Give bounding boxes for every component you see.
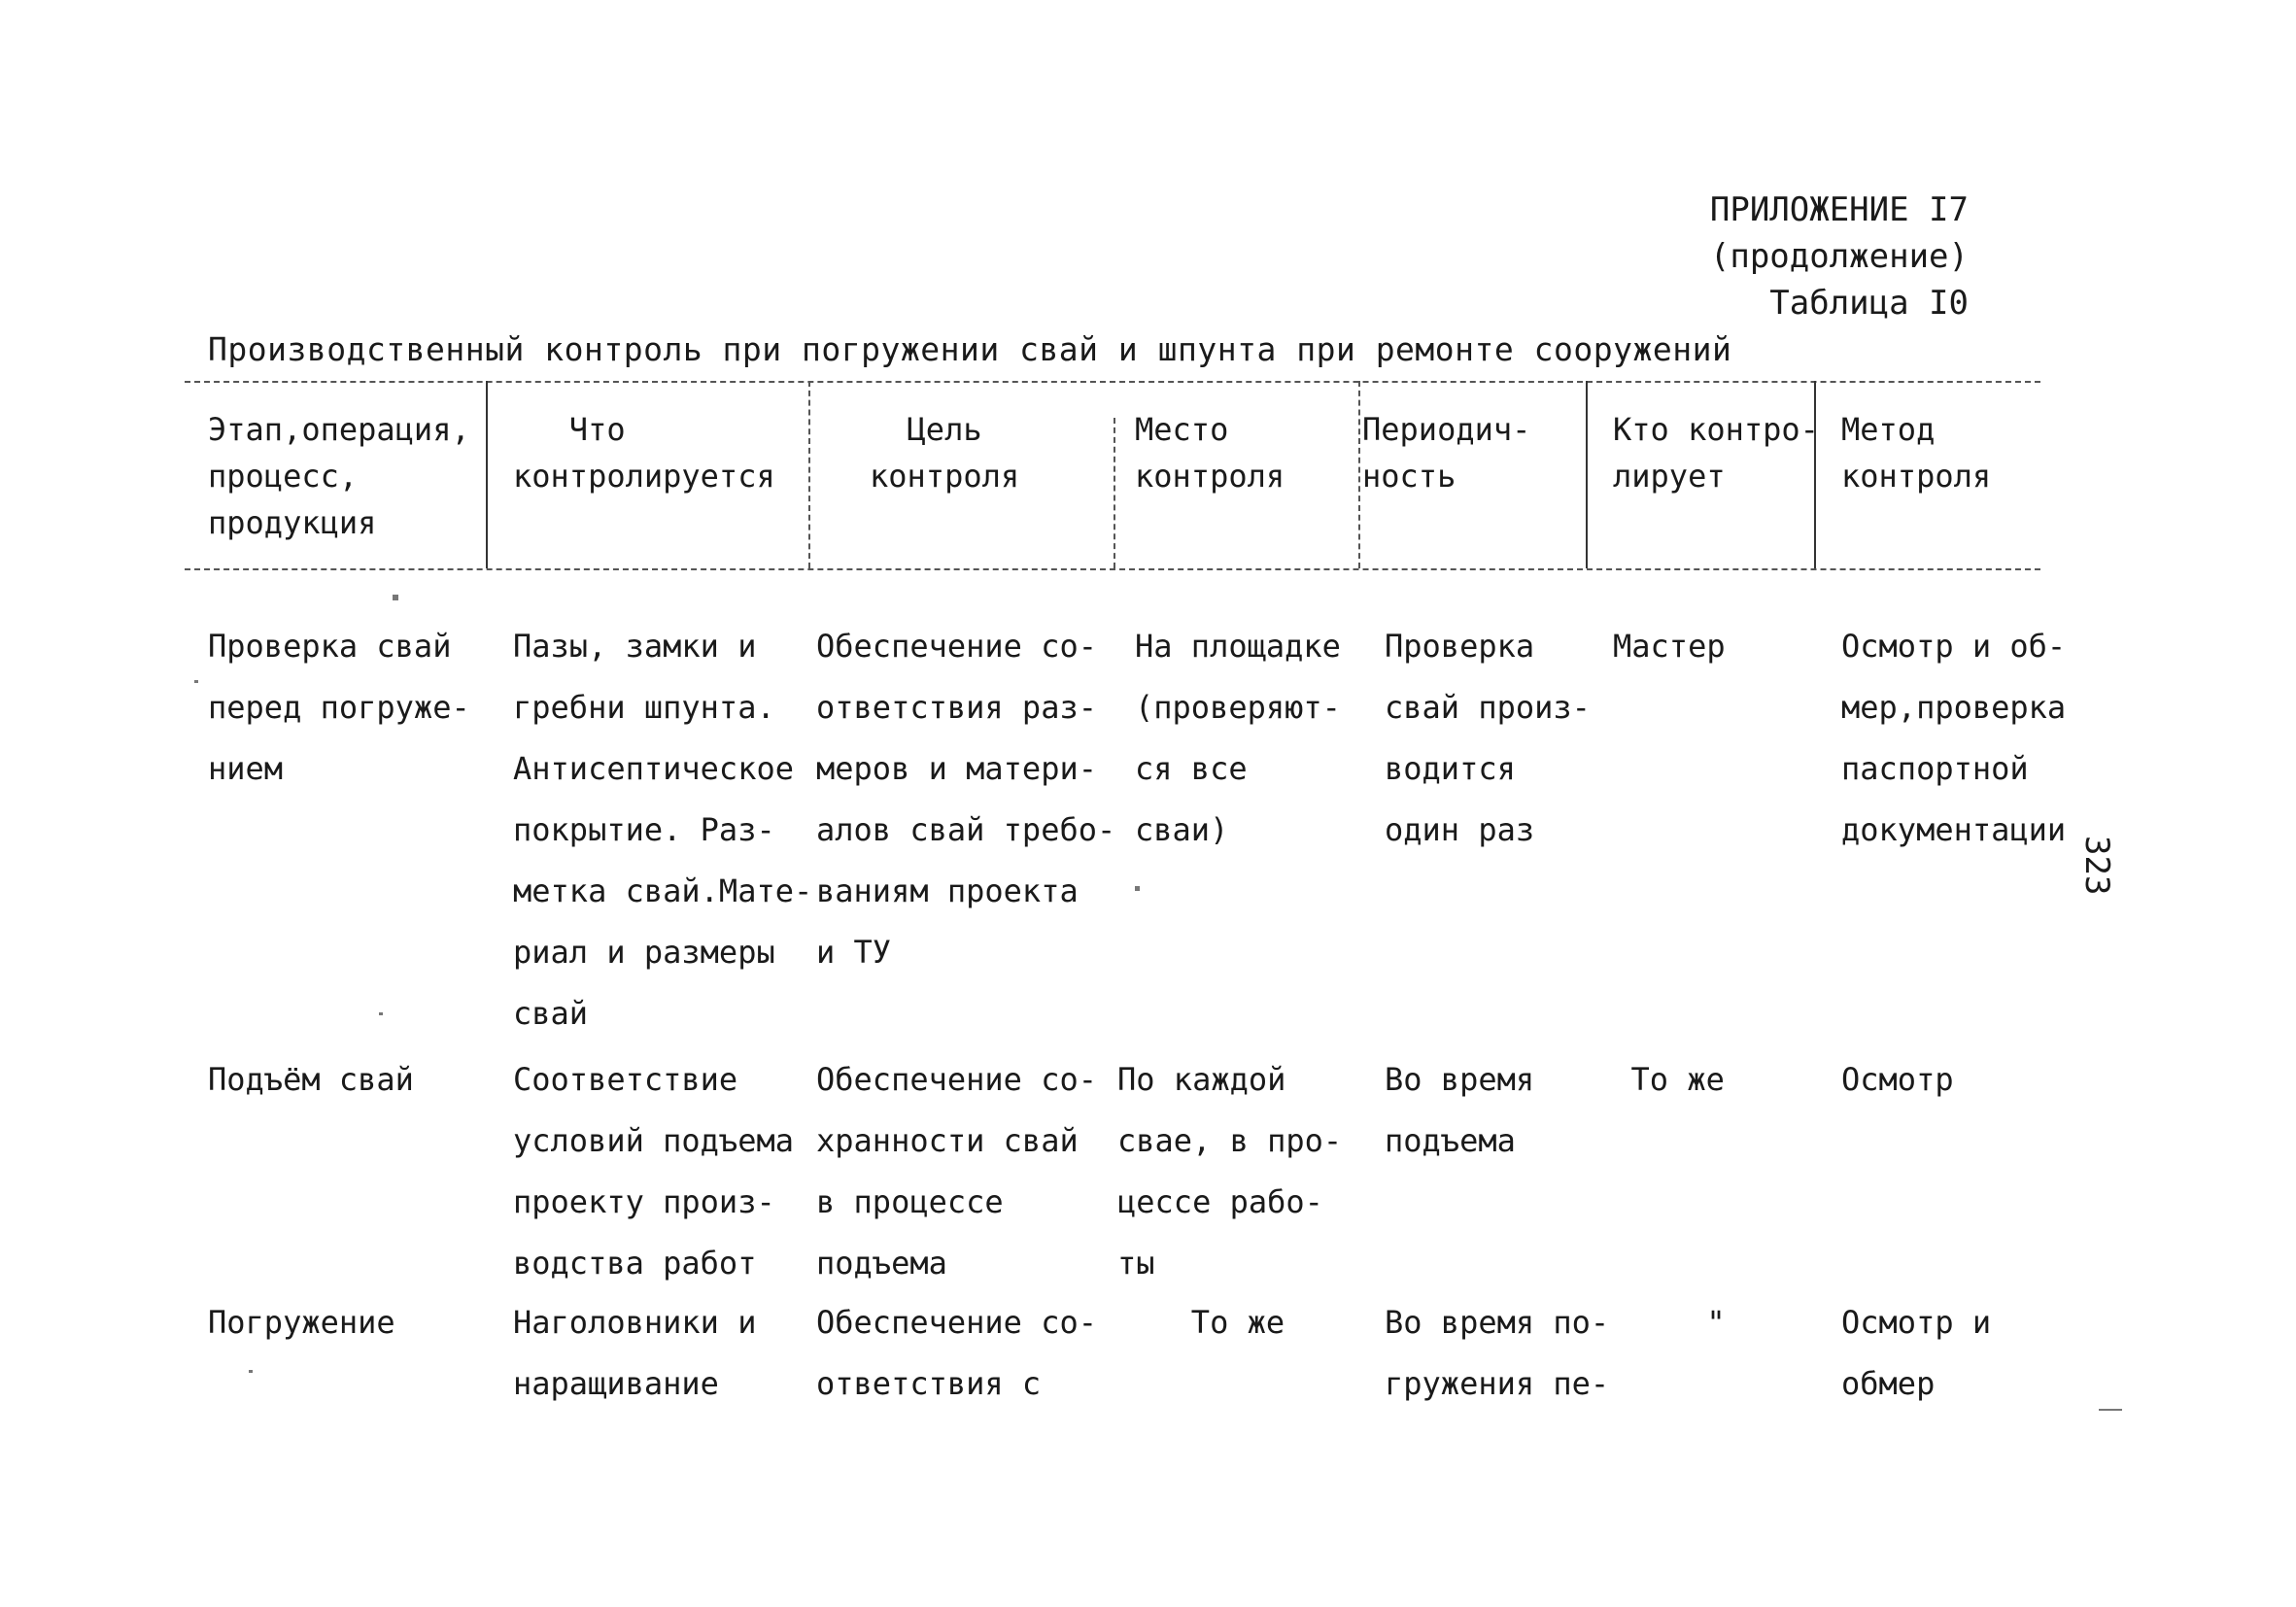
column-divider xyxy=(1358,381,1360,568)
scan-speck xyxy=(393,595,398,600)
cell-periodicity: Проверка свай произ- водится один раз xyxy=(1385,628,1591,848)
table-top-rule xyxy=(185,381,2040,383)
cell-who: " xyxy=(1613,1304,1726,1341)
scan-speck xyxy=(379,1012,383,1015)
column-divider xyxy=(486,381,488,568)
scan-speck xyxy=(1135,886,1140,891)
cell-who: То же xyxy=(1593,1061,1725,1098)
column-header-who: Кто контро- лирует xyxy=(1613,411,1819,495)
cell-method: Осмотр xyxy=(1841,1061,1954,1098)
column-divider xyxy=(1114,418,1115,568)
table-header-rule xyxy=(185,568,2040,570)
scan-speck xyxy=(194,680,198,683)
cell-purpose: Обеспечение со- ответствия с xyxy=(816,1304,1097,1402)
cell-stage: Погружение xyxy=(208,1304,395,1341)
column-divider xyxy=(808,381,810,568)
appendix-label: ПРИЛОЖЕНИЕ I7 xyxy=(1709,190,1969,229)
cell-periodicity: Во время подъема xyxy=(1385,1061,1535,1159)
table-number: Таблица I0 xyxy=(1769,284,1969,323)
cell-purpose: Обеспечение со- ответствия раз- меров и матери- алов свай требо- ваниям проекта и ТУ xyxy=(816,628,1116,971)
cell-who: Мастер xyxy=(1613,628,1726,665)
column-header-purpose: Цель контроля xyxy=(870,411,1020,495)
continued-label: (продолжение) xyxy=(1709,237,1969,276)
table-caption: Производственный контроль при погружении свай и шпунта при ремонте сооружений xyxy=(208,330,1732,368)
column-header-method: Метод контроля xyxy=(1841,411,1992,495)
column-header-stage: Этап,операция, процесс, продукция xyxy=(208,411,470,541)
scan-speck xyxy=(249,1370,253,1373)
column-divider xyxy=(1586,381,1588,568)
cell-what: Наголовники и наращивание xyxy=(513,1304,757,1402)
cell-method: Осмотр и обмер xyxy=(1841,1304,1992,1402)
cell-stage: Проверка свай перед погруже- нием xyxy=(208,628,470,787)
column-header-periodicity: Периодич- ность xyxy=(1362,411,1531,495)
column-header-what: Что контролируется xyxy=(513,411,775,495)
cell-stage: Подъём свай xyxy=(208,1061,414,1098)
cell-place: То же xyxy=(1135,1304,1285,1341)
cell-periodicity: Во время по- гружения пе- xyxy=(1385,1304,1610,1402)
cell-place: По каждой свае, в про- цессе рабо- ты xyxy=(1117,1061,1343,1282)
cell-what: Пазы, замки и гребни шпунта. Антисептическое покрытие. Раз- метка свай.Мате- риал и размеры свай xyxy=(513,628,813,1032)
cell-method: Осмотр и об- мер,проверка паспортной документации xyxy=(1841,628,2067,848)
cell-place: На площадке (проверяют- ся все сваи) xyxy=(1135,628,1341,848)
cell-purpose: Обеспечение со- хранности свай в процессе подъема xyxy=(816,1061,1097,1282)
page-number: 323 xyxy=(2077,836,2116,896)
column-header-place: Место контроля xyxy=(1135,411,1285,495)
scan-speck xyxy=(2099,1409,2122,1411)
cell-what: Соответствие условий подъема проекту произ- водства работ xyxy=(513,1061,794,1282)
